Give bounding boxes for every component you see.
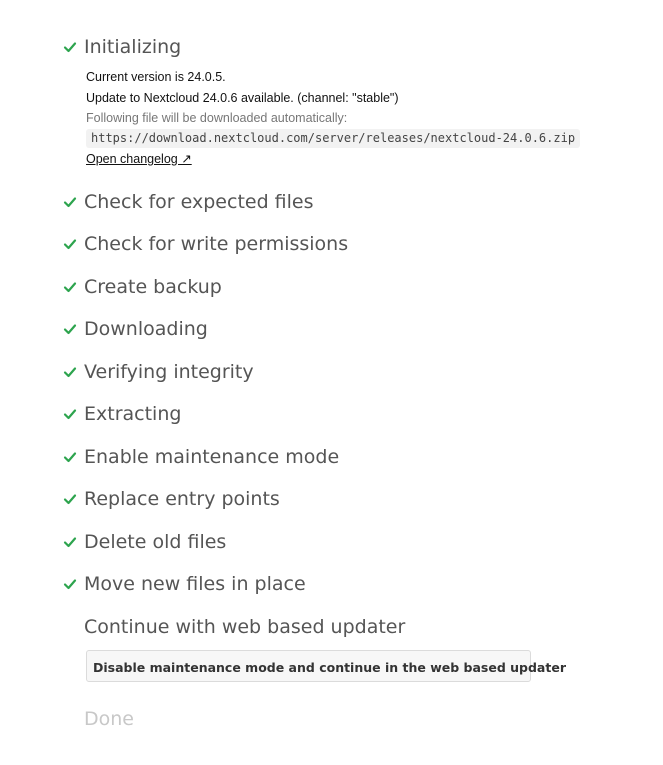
checkmark-icon <box>63 577 77 591</box>
checkmark-icon <box>63 40 77 54</box>
step-enable-maintenance-mode <box>63 443 339 471</box>
step-replace-entry-points <box>63 485 280 513</box>
step-check-expected-files <box>63 188 314 216</box>
step-title: Extracting <box>84 403 182 425</box>
download-url: https://download.nextcloud.com/server/releases/nextcloud-24.0.6.zip <box>86 129 580 148</box>
step-continue-web-updater <box>63 613 405 641</box>
step-title: Verifying integrity <box>84 361 254 383</box>
step-title: Check for expected files <box>84 191 314 213</box>
disable-maintenance-continue-button[interactable]: Disable maintenance mode and continue in the web based updater <box>86 650 531 682</box>
step-done <box>63 705 134 733</box>
step-verifying-integrity <box>63 358 254 386</box>
step-title: Continue with web based updater <box>84 616 406 638</box>
checkmark-icon <box>63 407 77 421</box>
current-version-text: Current version is 24.0.5. <box>86 70 226 84</box>
step-extracting <box>63 400 181 428</box>
step-downloading <box>63 315 208 343</box>
checkmark-icon <box>63 237 77 251</box>
step-title: Check for write permissions <box>84 233 349 255</box>
download-note-text: Following file will be downloaded automatically: <box>86 111 348 125</box>
update-available-text: Update to Nextcloud 24.0.6 available. (channel: "stable") <box>86 91 399 105</box>
step-title: Enable maintenance mode <box>84 446 340 468</box>
step-title: Downloading <box>84 318 208 340</box>
checkmark-icon <box>63 492 77 506</box>
step-title: Delete old files <box>84 531 227 553</box>
checkmark-icon <box>63 535 77 549</box>
step-title: Initializing <box>84 36 182 58</box>
checkmark-icon <box>63 195 77 209</box>
step-title: Replace entry points <box>84 488 280 510</box>
checkmark-icon <box>63 280 77 294</box>
step-move-new-files <box>63 570 306 598</box>
step-check-write-permissions <box>63 230 348 258</box>
step-delete-old-files <box>63 528 226 556</box>
step-create-backup <box>63 273 222 301</box>
open-changelog-link[interactable]: Open changelog ↗ <box>86 152 192 166</box>
checkmark-icon <box>63 322 77 336</box>
checkmark-icon <box>63 450 77 464</box>
step-title: Move new files in place <box>84 573 306 595</box>
checkmark-icon <box>63 365 77 379</box>
step-title: Done <box>84 708 134 730</box>
step-initializing <box>63 33 181 61</box>
step-title: Create backup <box>84 276 222 298</box>
